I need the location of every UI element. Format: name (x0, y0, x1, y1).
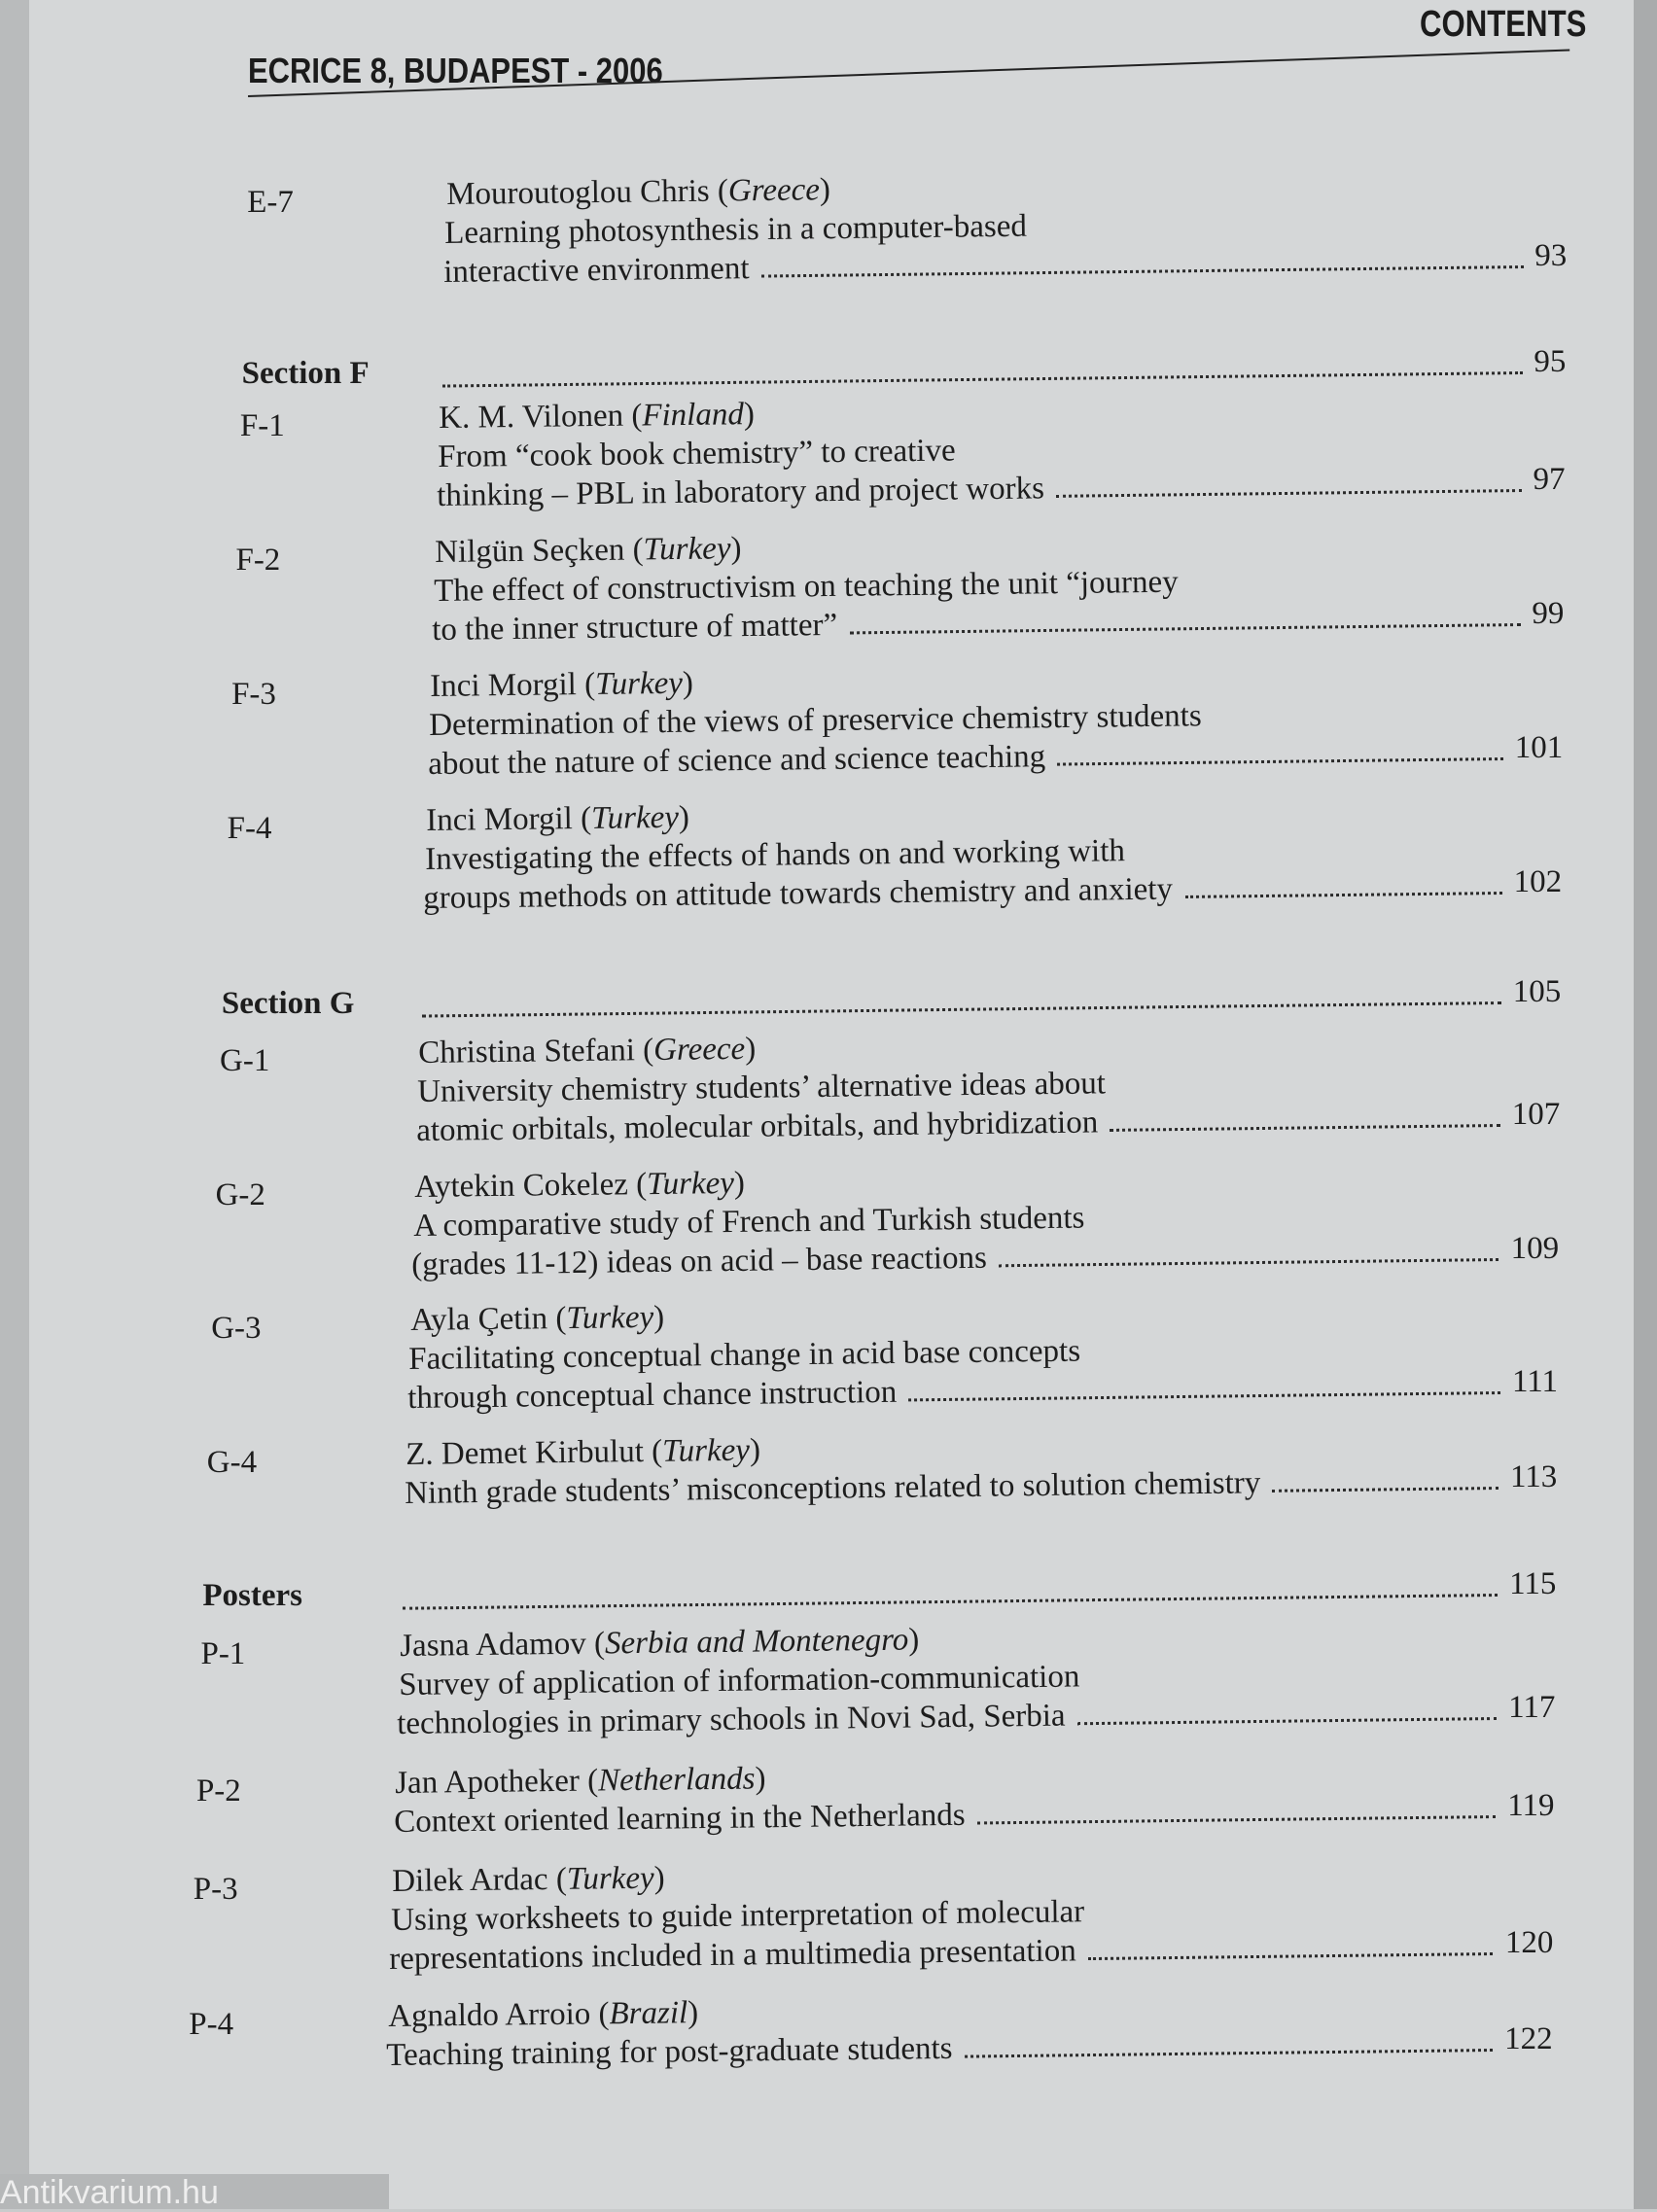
author-name: Jasna Adamov ( (399, 1626, 606, 1664)
entry-author: Jan Apotheker (Netherlands) (395, 1761, 766, 1801)
entry-title-line: thinking – PBL in laboratory and project works (436, 471, 1044, 513)
entry-author: Agnaldo Arroio (Brazil) (387, 1995, 698, 2034)
dot-leader (422, 1001, 1501, 1018)
entry-code: G-4 (206, 1445, 258, 1480)
entry-title-line: Facilitating conceptual change in acid base concepts (408, 1333, 1081, 1377)
entry-author: Inci Morgil (Turkey) (430, 665, 694, 704)
author-name: Mouroutoglou Chris ( (445, 173, 728, 212)
dot-leader (1056, 489, 1522, 498)
dot-leader (761, 265, 1524, 278)
dot-leader (442, 371, 1523, 388)
author-name: Nilgün Seçken ( (434, 532, 644, 570)
author-country: Turkey (643, 531, 731, 568)
entry-code: G-3 (211, 1311, 262, 1346)
dot-leader (1077, 1717, 1497, 1725)
watermark: Antikvarium.hu (0, 2174, 389, 2209)
page-number: 93 (1534, 238, 1568, 273)
page-number: 119 (1507, 1788, 1555, 1823)
dot-leader (965, 2049, 1493, 2058)
entry-title-line: about the nature of science and science teaching (427, 739, 1046, 782)
page-number: 107 (1511, 1097, 1561, 1132)
author-name: Z. Demet Kirbulut ( (405, 1433, 663, 1472)
entry-author: Jasna Adamov (Serbia and Montenegro) (399, 1622, 920, 1664)
page-number: 117 (1508, 1690, 1556, 1725)
entry-title-line: interactive environment (443, 251, 750, 290)
entry-code: F-3 (231, 677, 276, 712)
author-country: Serbia and Montenegro (604, 1622, 909, 1662)
entry-title-line: Teaching training for post-graduate students (386, 2030, 954, 2073)
page-number: 97 (1533, 462, 1566, 497)
page-number: 122 (1504, 2021, 1553, 2056)
entry-title-line: to the inner structure of matter” (432, 607, 838, 648)
dot-leader (908, 1391, 1500, 1401)
entry-author: Ayla Çetin (Turkey) (409, 1299, 664, 1338)
author-country: Finland (642, 397, 745, 434)
dot-leader (403, 1594, 1498, 1610)
entry-author: Dilek Ardac (Turkey) (392, 1860, 665, 1899)
entry-code: P-3 (193, 1872, 238, 1907)
entry-title-line: Learning photosynthesis in a computer-based (444, 208, 1028, 251)
author-country: Greece (727, 172, 820, 209)
entry-code: P-2 (195, 1773, 241, 1808)
entry-code: F-4 (227, 811, 272, 846)
author-name: Inci Morgil ( (430, 666, 596, 704)
author-name: K. M. Vilonen ( (439, 398, 643, 436)
dot-leader (1185, 892, 1502, 898)
entry-author: Z. Demet Kirbulut (Turkey) (405, 1432, 761, 1472)
author-name: Agnaldo Arroio ( (387, 1996, 610, 2034)
entry-author: Nilgün Seçken (Turkey) (434, 531, 742, 570)
entry-title-line: A comparative study of French and Turkish students (412, 1200, 1085, 1244)
entry-title-line: groups methods on attitude towards chemistry and anxiety (423, 871, 1174, 916)
section-label: CONTENTS (1420, 4, 1587, 45)
entry-code: P-4 (189, 2007, 234, 2042)
entry-title-line: Survey of application of information-communication (398, 1659, 1080, 1703)
author-country: Greece (653, 1031, 746, 1069)
author-country: Turkey (595, 665, 684, 702)
section-heading: Posters (202, 1578, 303, 1613)
author-name: Christina Stefani ( (418, 1033, 654, 1071)
dot-leader (1088, 1952, 1493, 1960)
author-country: Turkey (646, 1165, 735, 1203)
author-name: Inci Morgil ( (425, 800, 592, 838)
author-country: Brazil (608, 1995, 687, 2032)
entry-title-line: Ninth grade students’ misconceptions related to solution chemistry (404, 1465, 1261, 1511)
entry-code: F-1 (239, 408, 285, 443)
entry-code: E-7 (247, 185, 294, 220)
entry-title-line: The effect of constructivism on teaching the unit “journey (433, 564, 1179, 609)
page-number: 102 (1513, 864, 1563, 899)
entry-title-line: through conceptual chance instruction (406, 1374, 898, 1416)
entry-author: K. M. Vilonen (Finland) (439, 397, 756, 436)
entry-title-line: From “cook book chemistry” to creative (437, 433, 956, 474)
author-name: Ayla Çetin ( (409, 1301, 567, 1338)
author-country: Turkey (590, 799, 680, 836)
author-name: Jan Apotheker ( (395, 1763, 599, 1801)
entry-title-line: University chemistry students’ alternative ideas about (417, 1066, 1107, 1109)
section-heading: Section F (241, 356, 370, 391)
entry-code: G-2 (215, 1177, 265, 1212)
dot-leader (1272, 1487, 1498, 1492)
running-title: ECRICE 8, BUDAPEST - 2006 (248, 51, 663, 90)
entry-title-line: representations included in a multimedia presentation (389, 1933, 1077, 1977)
author-name: Dilek Ardac ( (392, 1861, 568, 1899)
entry-code: F-2 (235, 543, 281, 578)
dot-leader (999, 1258, 1498, 1267)
dot-leader (1057, 757, 1503, 766)
entry-title-line: Context oriented learning in the Netherlands (394, 1797, 966, 1840)
dot-leader (850, 623, 1521, 634)
dot-leader (1110, 1124, 1500, 1132)
entry-author: Christina Stefani (Greece) (418, 1031, 757, 1071)
page-number: 113 (1509, 1459, 1558, 1494)
page-number: 101 (1514, 730, 1564, 765)
page-number: 99 (1532, 596, 1565, 631)
author-country: Turkey (566, 1860, 654, 1897)
entry-title-line: (grades 11-12) ideas on acid – base reactions (411, 1240, 988, 1282)
entry-author: Inci Morgil (Turkey) (425, 799, 690, 838)
author-name: Aytekin Cokelez ( (413, 1167, 648, 1205)
author-country: Netherlands (598, 1761, 756, 1799)
entry-author: Mouroutoglou Chris (Greece) (445, 172, 830, 212)
page-number: 120 (1504, 1925, 1554, 1960)
entry-code: P-1 (200, 1636, 246, 1671)
entry-code: G-1 (220, 1043, 270, 1078)
author-country: Turkey (662, 1432, 751, 1469)
entry-title-line: Using worksheets to guide interpretation of molecular (390, 1894, 1085, 1938)
page-number: 115 (1509, 1566, 1557, 1601)
entry-title-line: Investigating the effects of hands on and working with (424, 833, 1125, 877)
section-heading: Section G (221, 986, 355, 1021)
entry-title-line: technologies in primary schools in Novi Sad, Serbia (397, 1698, 1067, 1741)
page-number: 105 (1512, 974, 1562, 1009)
page-number: 109 (1510, 1231, 1560, 1266)
page-number: 111 (1511, 1364, 1559, 1399)
dot-leader (977, 1815, 1496, 1825)
page-number: 95 (1534, 344, 1567, 379)
entry-author: Aytekin Cokelez (Turkey) (413, 1165, 746, 1205)
entry-title-line: Determination of the views of preservice chemistry students (429, 698, 1202, 743)
entry-title-line: atomic orbitals, molecular orbitals, and hybridization (415, 1105, 1099, 1148)
author-country: Turkey (565, 1299, 653, 1337)
